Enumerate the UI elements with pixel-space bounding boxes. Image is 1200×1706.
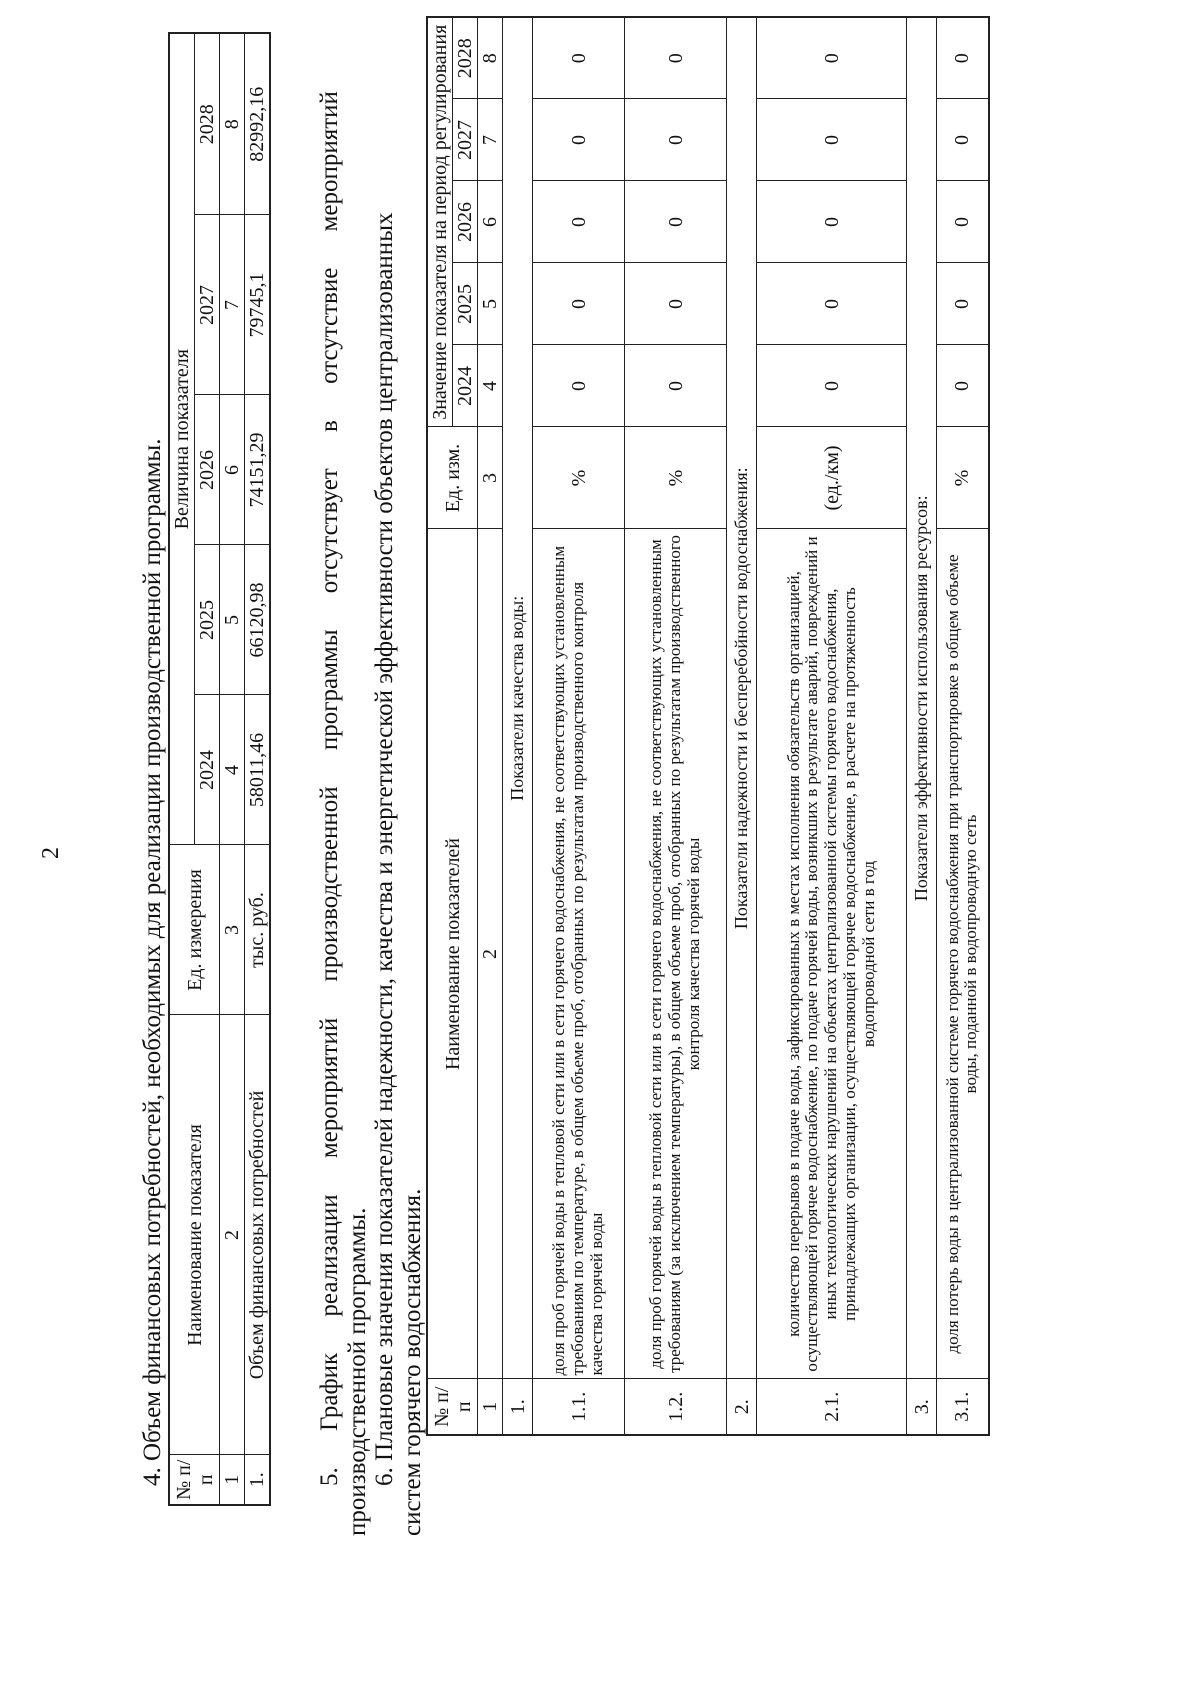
row-value: 0 [937,181,989,263]
section-4-heading: 4. Объем финансовых потребностей, необходимых для реализации производственной программы. [139,438,166,1486]
section-6-heading: 6. Плановые значения показателей надежности, качества и энергетической эффективности объектов централизованных [371,212,398,1486]
section-row [727,17,757,1435]
table-row [245,33,271,1505]
row-name: Объем финансовых потребностей [245,1015,271,1455]
word: программы [316,629,343,751]
word: производственной [316,786,343,982]
column-number: 3 [478,427,503,529]
word: в [316,420,343,432]
row-value: 0 [533,345,625,427]
word: мероприятий [316,91,343,232]
row-value: 0 [757,345,907,427]
row-unit: тыс. руб. [245,845,271,1015]
column-number: 7 [478,99,503,181]
row-value: 0 [625,345,727,427]
table-numbering-row [220,33,245,1505]
row-value: 74151,29 [245,395,271,545]
row-value: 82992,16 [245,33,271,215]
table-row [937,17,989,1435]
column-number: 8 [478,17,503,99]
header-year: 2028 [195,33,220,215]
column-number: 1 [220,1455,245,1505]
word: отсутствует [316,468,343,594]
row-name: доля потерь воды в централизованной системе горячего водоснабжения при транспортировке в общем объеме воды, поданной в водопроводную сеть [937,529,989,1379]
table-row [625,17,727,1435]
header-unit: Ед. изм. [427,427,478,529]
row-value: 0 [533,263,625,345]
header-value-group: Величина показателя [169,33,195,845]
column-number: 1 [478,1379,503,1435]
row-no: 2.1. [757,1379,907,1435]
row-value: 66120,98 [245,545,271,695]
row-name: доля проб горячей воды в тепловой сети или в сети горячего водоснабжения, не соответствующих установленным требованиям (за исключением температуры), в общем объеме проб, отобранных по результатам производственного контроля качества горячей воды [625,529,727,1379]
row-value: 0 [757,17,907,99]
row-value: 0 [625,181,727,263]
section-5-line-1 [316,91,344,1486]
row-value: 0 [625,17,727,99]
column-number: 5 [220,545,245,695]
header-year: 2027 [453,99,478,181]
row-value: 58011,46 [245,695,271,845]
table-header-row [169,33,195,1505]
financial-needs-table [168,32,271,1506]
word: 5. [316,1467,343,1486]
row-no: 1.1. [533,1379,625,1435]
column-number: 4 [220,695,245,845]
header-name: Наименование показателя [169,1015,220,1455]
section-5-line-2: производственной программы. [344,1207,371,1536]
header-year: 2024 [453,345,478,427]
section-title: Показатели качества воды: [503,17,533,1379]
header-name: Наименование показателей [427,529,478,1379]
table-row [757,17,907,1435]
row-value: 0 [625,263,727,345]
row-value: 0 [533,181,625,263]
table-numbering-row [478,17,503,1435]
row-value: 0 [625,99,727,181]
section-title: Показатели эффективности использования ресурсов: [907,17,937,1379]
section-no: 2. [727,1379,757,1435]
header-year: 2026 [195,395,220,545]
section-title: Показатели надежности и бесперебойности водоснабжения: [727,17,757,1379]
section-6-heading-cont: систем горячего водоснабжения. [399,1188,426,1536]
row-unit: % [625,427,727,529]
header-year: 2024 [195,695,220,845]
column-number: 2 [478,529,503,1379]
row-value: 0 [533,17,625,99]
row-name: доля проб горячей воды в тепловой сети или в сети горячего водоснабжения, не соответствующих установленным требованиям по температуре, в общем объеме проб, отобранных по результатам производственного контроля качества горячей воды [533,529,625,1379]
row-no: 1.2. [625,1379,727,1435]
column-number: 5 [478,263,503,345]
row-value: 0 [937,345,989,427]
column-number: 7 [220,215,245,395]
column-number: 4 [478,345,503,427]
table-header-row [427,17,453,1435]
header-no: № п/п [169,1455,220,1505]
row-value: 0 [757,99,907,181]
table-row [533,17,625,1435]
row-value: 0 [937,17,989,99]
section-row [503,17,533,1435]
row-value: 0 [757,181,907,263]
row-value: 0 [757,263,907,345]
section-no: 1. [503,1379,533,1435]
word: График [316,1352,343,1432]
row-unit: % [937,427,989,529]
header-year: 2028 [453,17,478,99]
indicators-table [426,16,990,1436]
row-no: 1. [245,1455,271,1505]
word: отсутствие [316,267,343,384]
column-number: 3 [220,845,245,1015]
row-value: 0 [937,263,989,345]
row-name: количество перерывов в подаче воды, зафиксированных в местах исполнения обязательств организацией, осуществляющей горячее водоснабжение, по подаче горячей воды, возникших в результате аварий, повреждений и иных технологических нарушений на объектах централизованной системы горячего водоснабжения, принадлежащих организации, осуществляющей горячее водоснабжение, в расчете на протяженность водопроводной сети в год [757,529,907,1379]
column-number: 8 [220,33,245,215]
header-unit: Ед. измерения [169,845,220,1015]
section-no: 3. [907,1379,937,1435]
column-number: 6 [478,181,503,263]
row-unit: (ед./км) [757,427,907,529]
column-number: 6 [220,395,245,545]
word: мероприятий [316,1017,343,1159]
header-year: 2026 [453,181,478,263]
header-no: № п/п [427,1379,478,1435]
section-row [907,17,937,1435]
row-unit: % [533,427,625,529]
column-number: 2 [220,1015,245,1455]
header-year: 2025 [453,263,478,345]
header-year: 2025 [195,545,220,695]
page-number: 2 [38,847,64,859]
row-value: 79745,1 [245,215,271,395]
word: реализации [316,1194,343,1317]
row-value: 0 [533,99,625,181]
header-value-group: Значение показателя на период регулирования [427,17,453,427]
header-year: 2027 [195,215,220,395]
row-value: 0 [937,99,989,181]
row-no: 3.1. [937,1379,989,1435]
